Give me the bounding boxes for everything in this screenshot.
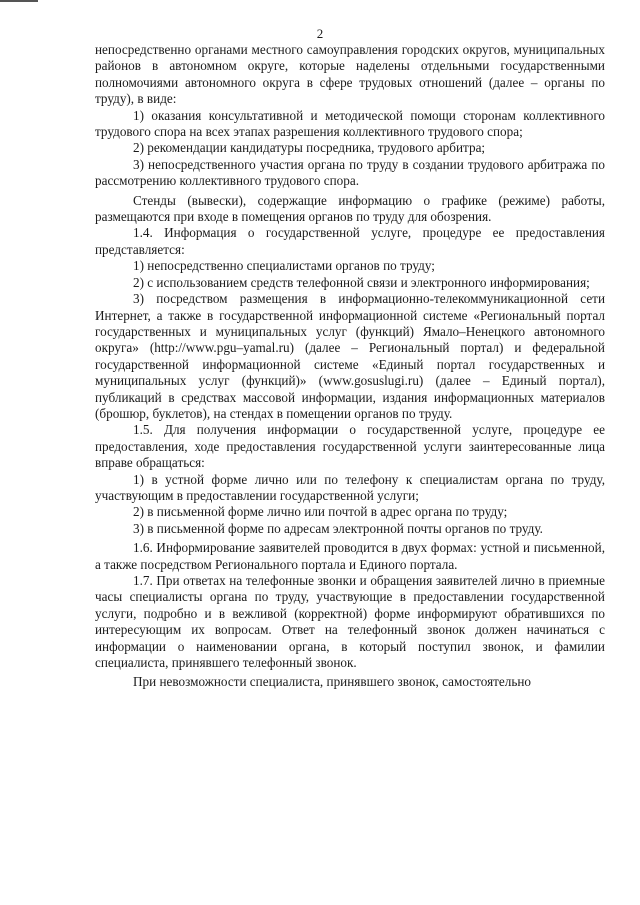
list-item-internet: 3) посредством размещения в информационно-телекоммуникационной сети Интернет, а также в государственной информационной системе «Региональный портал государственных и муниципальных услуг (функций) Ямало–Ненецкого автономного округа» (http://www.pgu–yamal.ru) (далее – Региональный портал) и федеральной государственной информационной системе «Единый портал государственных и муниципальных услуг (функций)» (www.gosuslugi.ru) (далее – Единый портал), публикаций в средствах массовой информации, издания информационных материалов (брошюр, буклетов), на стендах в помещении органов по труду. — [95, 291, 605, 421]
list-item-written-mail: 2) в письменной форме лично или почтой в адрес органа по труду; — [133, 504, 508, 520]
page-number: 2 — [316, 26, 324, 41]
list-item-recommendation: 2) рекомендации кандидатуры посредника, трудового арбитра; — [133, 140, 486, 156]
document-body — [95, 42, 605, 691]
paragraph-intro: непосредственно органами местного самоуправления городских округов, муниципальных районов в автономном округе, которые наделены отдельными государственными полномочиями автономного округа в сфере трудовых отношений (далее – органы по труду), в виде: — [95, 42, 605, 107]
list-item-email: 3) в письменной форме по адресам электронной почты органов по труду. — [133, 520, 543, 536]
list-item-consulting: 1) оказания консультативной и методической помощи сторонам коллективного трудового спора на всех этапах разрешения коллективного трудового спора; — [95, 107, 605, 140]
list-item-telephone: 2) с использованием средств телефонной связи и электронного информирования; — [133, 274, 590, 290]
paragraph-last: При невозможности специалиста, принявшего звонок, самостоятельно — [133, 674, 531, 690]
list-item-specialists: 1) непосредственно специалистами органов по труду; — [133, 258, 435, 274]
section-1-4: 1.4. Информация о государственной услуге, процедуре ее предоставления представляется: — [95, 225, 605, 257]
section-1-7: 1.7. При ответах на телефонные звонки и обращения заявителей лично в приемные часы специалисты органа по труду, участвующие в предоставлении государственной услуги, подробно и в вежливой (корректной) форме информируют обратившихся по интересующим их вопросам. Ответ на телефонный звонок должен начинаться с информации о наименовании органа, в который поступил звонок, и фамилии специалиста, принявшего телефонный звонок. — [95, 573, 605, 671]
list-item-arbitration: 3) непосредственного участия органа по труду в создании трудового арбитража по рассмотрению коллективного трудового спора. — [95, 156, 605, 189]
section-1-5: 1.5. Для получения информации о государственной услуге, процедуре ее предоставления, ходе предоставления государственной услуги заинтересованные лица вправе обращаться: — [95, 422, 605, 471]
list-item-oral: 1) в устной форме лично или по телефону к специалистам органа по труду, участвующим в предоставлении государственной услуги; — [95, 471, 605, 503]
corner-scan-mark — [0, 0, 38, 2]
paragraph-stands: Стенды (вывески), содержащие информацию о графике (режиме) работы, размещаются при входе в помещения органов по труду для обозрения. — [95, 192, 605, 225]
section-1-6: 1.6. Информирование заявителей проводится в двух формах: устной и письменной, а также посредством Регионального портала и Единого портала. — [95, 540, 605, 572]
